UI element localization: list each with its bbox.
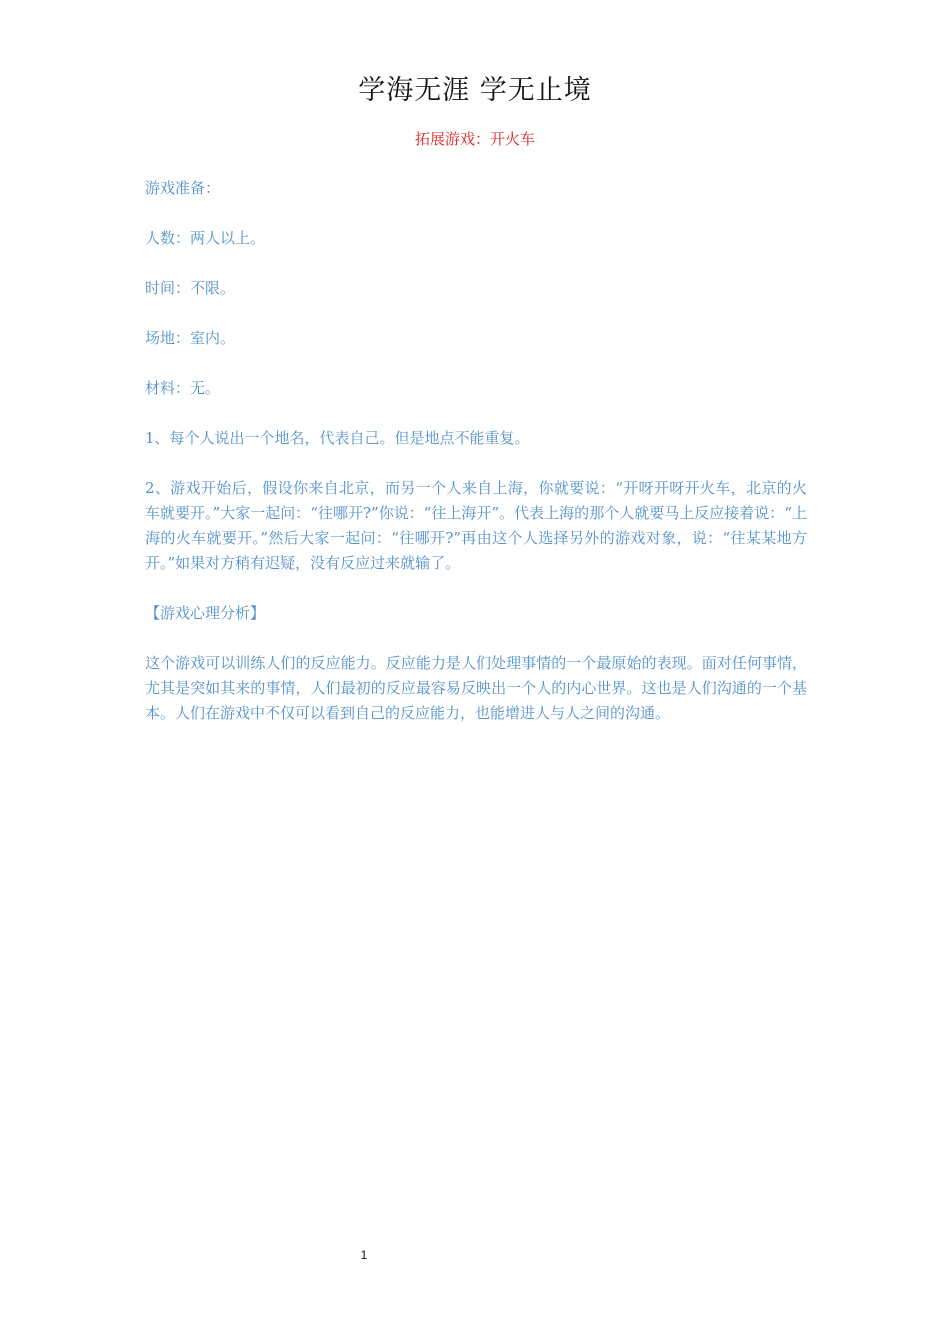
paragraph-players: 人数：两人以上。 — [145, 229, 266, 247]
page-number: 1 — [360, 1248, 368, 1262]
document-subtitle: 拓展游戏：开火车 — [414, 130, 535, 148]
section-heading-analysis: 【游戏心理分析】 — [145, 604, 266, 622]
section-heading-preparation: 游戏准备： — [145, 179, 221, 197]
paragraph-venue: 场地：室内。 — [145, 329, 236, 347]
paragraph-materials: 材料：无。 — [145, 379, 221, 397]
page-header-title: 学海无涯 学无止境 — [358, 75, 592, 106]
document-body — [145, 176, 807, 751]
paragraph-time: 时间：不限。 — [145, 279, 236, 297]
paragraph-analysis: 这个游戏可以训练人们的反应能力。反应能力是人们处理事情的一个最原始的表现。面对任何事情，尤其是突如其来的事情，人们最初的反应最容易反映出一个人的内心世界。这也是人们沟通的一个基本。人们在游戏中不仅可以看到自己的反应能力，也能增进人与人之间的沟通。 — [145, 654, 807, 722]
paragraph-step-1: 1、每个人说出一个地名，代表自己。但是地点不能重复。 — [145, 429, 530, 447]
paragraph-step-2: 2、游戏开始后，假设你来自北京，而另一个人来自上海，你就要说：“开呀开呀开火车，北京的火车就要开。”大家一起问：“往哪开?”你说：“往上海开”。代表上海的那个人就要马上反应接着说：“上海的火车就要开。”然后大家一起问：“往哪开?”再由这个人选择另外的游戏对象，说：“往某某地方开。”如果对方稍有迟疑，没有反应过来就输了。 — [145, 479, 807, 572]
